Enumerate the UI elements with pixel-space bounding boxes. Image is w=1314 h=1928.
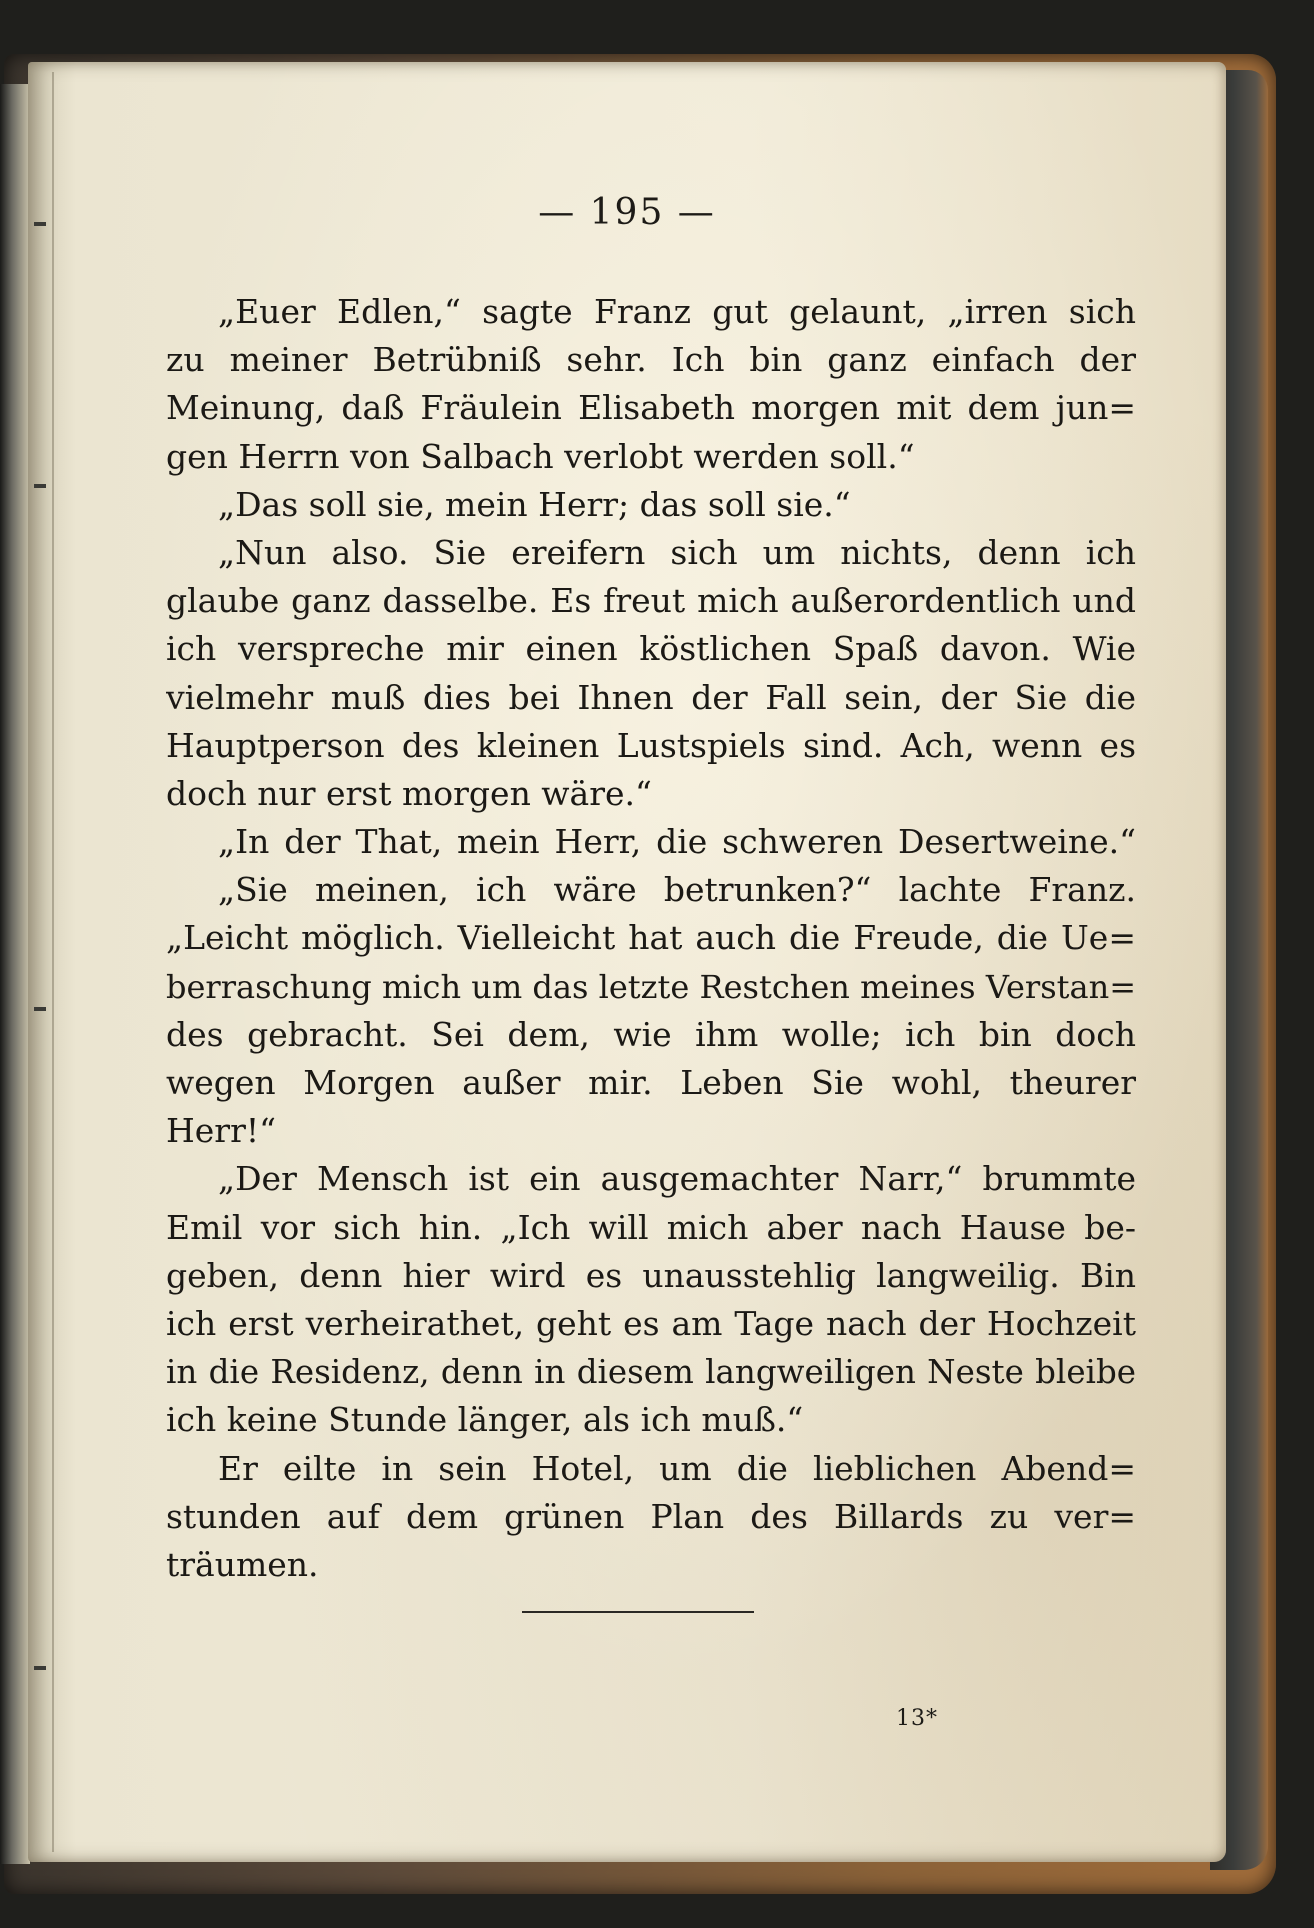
margin-mark (34, 222, 46, 226)
signature-mark: 13* (896, 1706, 938, 1731)
text-line: träumen. (166, 1544, 319, 1584)
text-line: Hauptperson des kleinen Lustspiels sind. Ach, wenn es (166, 725, 1136, 765)
text-line: wegen Morgen außer mir. Leben Sie wohl, theurer (166, 1063, 1136, 1102)
text-line: geben, denn hier wird es unausstehlig langweilig. Bin (166, 1255, 1136, 1295)
book-page (28, 62, 1226, 1862)
margin-mark (34, 484, 46, 488)
text-line: berraschung mich um das letzte Restchen meines Verstan= (166, 967, 1136, 1006)
text-line: „Nun also. Sie ereifern sich um nichts, denn ich (218, 532, 1136, 572)
margin-mark (34, 1007, 46, 1011)
text-line: Herr!“ (166, 1111, 276, 1151)
text-line: gen Herrn von Salbach verlobt werden soll.“ (166, 436, 915, 476)
page-number: — 195 — (538, 192, 716, 233)
body-text (166, 288, 1136, 1589)
text-line: zu meiner Betrübniß sehr. Ich bin ganz einfach der (166, 340, 1136, 380)
text-line: „Leicht möglich. Vielleicht hat auch die Freude, die Ue= (166, 918, 1136, 958)
text-line: ich keine Stunde länger, als ich muß.“ (166, 1400, 804, 1440)
text-line: in die Residenz, denn in diesem langweiligen Neste bleibe (166, 1353, 1136, 1392)
text-line: stunden auf dem grünen Plan des Billards zu ver= (166, 1496, 1136, 1536)
facing-page-edge (0, 84, 30, 1864)
text-line: des gebracht. Sei dem, wie ihm wolle; ich bin doch (166, 1014, 1136, 1054)
text-line: doch nur erst morgen wäre.“ (166, 773, 652, 813)
text-line: ich verspreche mir einen köstlichen Spaß davon. Wie (166, 629, 1136, 669)
page-gutter (52, 72, 54, 1852)
text-line: „Der Mensch ist ein ausgemachter Narr,“ brummte (218, 1159, 1136, 1199)
margin-mark (34, 1666, 46, 1670)
text-line: vielmehr muß dies bei Ihnen der Fall sein, der Sie die (166, 677, 1136, 717)
section-end-rule (522, 1611, 754, 1613)
text-line: „In der That, mein Herr, die schweren Desertweine.“ (218, 822, 1136, 862)
text-line: Emil vor sich hin. „Ich will mich aber nach Hause be- (166, 1207, 1136, 1247)
text-line: ich erst verheirathet, geht es am Tage nach der Hochzeit (166, 1303, 1136, 1343)
text-line: „Das soll sie, mein Herr; das soll sie.“ (218, 484, 851, 524)
text-line: „Euer Edlen,“ sagte Franz gut gelaunt, „irren sich (218, 292, 1136, 331)
text-line: „Sie meinen, ich wäre betrunken?“ lachte Franz. (218, 870, 1136, 910)
text-line: glaube ganz dasselbe. Es freut mich außerordentlich und (166, 581, 1136, 621)
text-line: Er eilte in sein Hotel, um die lieblichen Abend= (218, 1448, 1136, 1488)
text-line: Meinung, daß Fräulein Elisabeth morgen mit dem jun= (166, 388, 1136, 428)
